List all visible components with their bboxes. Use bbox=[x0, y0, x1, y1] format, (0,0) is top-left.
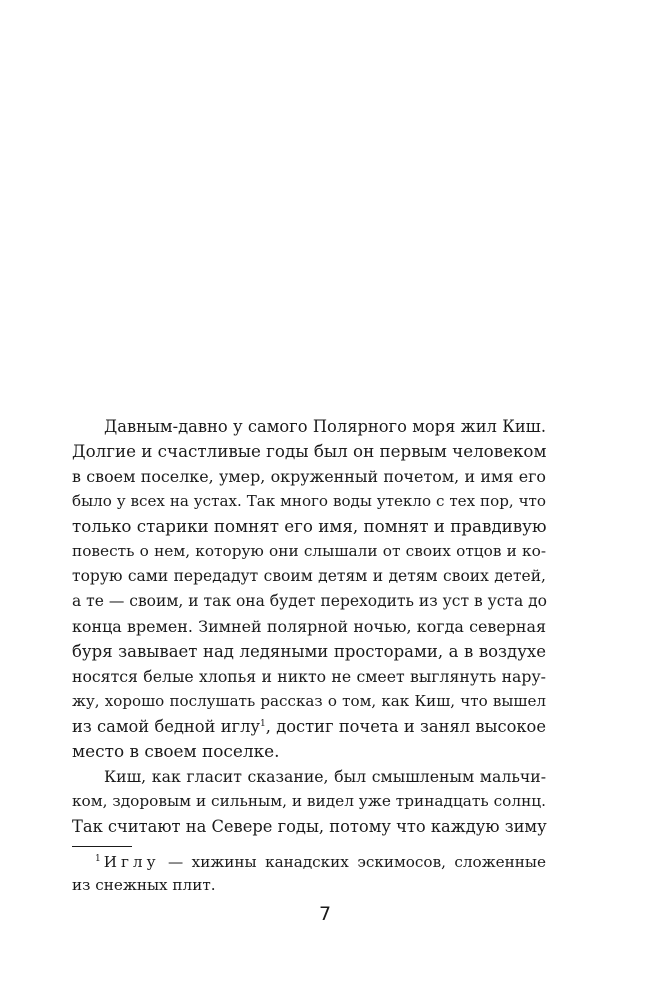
text-line: буря завывает над ледяными просторами, а в воздухе bbox=[72, 642, 546, 661]
text-line: Киш, как гласит сказание, был смышленым мальчи- bbox=[104, 767, 546, 786]
text-line: торую сами передадут своим детям и детям своих детей, bbox=[72, 567, 546, 585]
text-fragment: из самой бедной иглу bbox=[72, 717, 260, 736]
text-line: Долгие и счастливые годы был он первым человеком bbox=[72, 441, 547, 461]
footnote-text: — хижины канадских эскимосов, сложенные bbox=[159, 853, 546, 871]
text-line: место в своем поселке. bbox=[72, 741, 280, 761]
text-line: в своем поселке, умер, окруженный почетом, и имя его bbox=[72, 467, 546, 486]
footnote-line: из снежных плит. bbox=[72, 876, 216, 894]
text-line: ком, здоровым и сильным, и видел уже тринадцать солнц. bbox=[72, 792, 546, 810]
text-line: Так считают на Севере годы, потому что каждую зиму bbox=[72, 817, 547, 836]
footnote-divider bbox=[72, 846, 132, 847]
text-line: конца времен. Зимней полярной ночью, когда северная bbox=[72, 617, 546, 636]
footnote-term: Иглу bbox=[103, 853, 160, 871]
footnote-number: 1 bbox=[95, 854, 101, 864]
text-fragment: , достиг почета и занял высокое bbox=[265, 717, 546, 736]
text-line: жу, хорошо послушать рассказ о том, как Киш, что вышел bbox=[72, 692, 546, 710]
text-line: носятся белые хлопья и никто не смеет выглянуть нару- bbox=[72, 667, 546, 686]
text-line bbox=[72, 714, 546, 739]
text-line: повесть о нем, которую они слышали от своих отцов и ко- bbox=[72, 542, 546, 560]
text-line: Давным-давно у самого Полярного моря жил Киш. bbox=[104, 417, 546, 436]
text-line: а те — своим, и так она будет переходить из уст в уста до bbox=[72, 592, 548, 610]
text-line: было у всех на устах. Так много воды утекло с тех пор, что bbox=[72, 492, 546, 510]
page-number: 7 bbox=[318, 903, 332, 925]
text-line: только старики помнят его имя, помнят и правдивую bbox=[72, 516, 547, 536]
footnote-line bbox=[95, 851, 546, 874]
footnote-reference[interactable]: 1 bbox=[260, 719, 266, 729]
